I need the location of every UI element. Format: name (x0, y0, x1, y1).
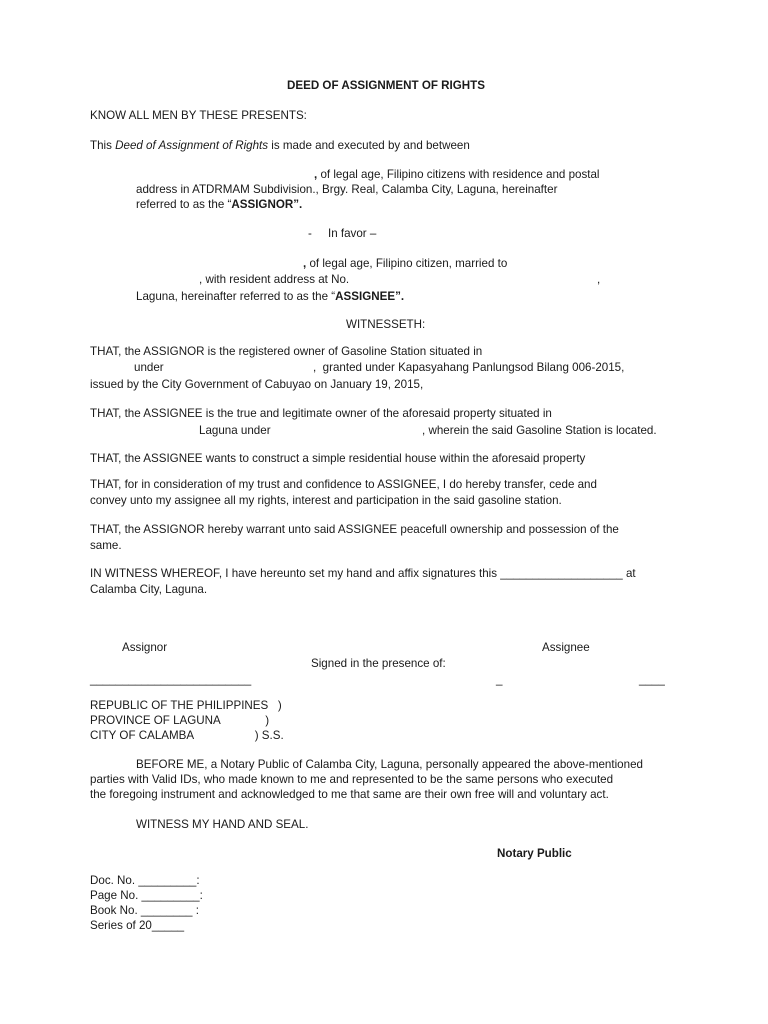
intro-line: KNOW ALL MEN BY THESE PRESENTS: (90, 109, 307, 122)
before-me-line-1: BEFORE ME, a Notary Public of Calamba City, Laguna, personally appeared the above-mentioned (136, 758, 643, 771)
p5-line-2: same. (90, 539, 122, 552)
document-title: DEED OF ASSIGNMENT OF RIGHTS (287, 79, 485, 92)
assignor-comma: , (314, 168, 318, 181)
assignee-line-2: , with resident address at No. (199, 273, 350, 286)
assignor-line-3 (136, 197, 302, 212)
doc-no: Doc. No. _________: (90, 874, 200, 887)
p6-line-1: IN WITNESS WHEREOF, I have hereunto set my hand and affix signatures this ___________________ at (90, 567, 636, 580)
assignee-ref-prefix: Laguna, hereinafter referred to as the “ (136, 290, 336, 303)
assignee-line-1 (303, 256, 507, 271)
p2-line-2a: Laguna under (199, 424, 271, 437)
assignor-label: ASSIGNOR”. (231, 198, 303, 211)
this-prefix: This (90, 139, 116, 152)
this-suffix: is made and executed by and between (268, 139, 470, 152)
venue-republic: REPUBLIC OF THE PHILIPPINES ) (90, 699, 282, 712)
assignee-label: ASSIGNEE”. (335, 290, 405, 303)
in-favor-line: - In favor – (308, 227, 377, 240)
assignee-line-3 (136, 289, 404, 304)
assignee-line-2-comma: , (597, 273, 601, 286)
venue-city: CITY OF CALAMBA ) S.S. (90, 729, 284, 742)
before-me-line-3: the foregoing instrument and acknowledged to me that same are their own free will and voluntary act. (90, 788, 609, 801)
p4-line-1: THAT, for in consideration of my trust and confidence to ASSIGNEE, I do hereby transfer, cede and (90, 478, 597, 491)
witness-signature-line-mid: _ (496, 673, 503, 686)
assignor-signature-label: Assignor (122, 641, 168, 654)
witness-signature-line-right: ____ (639, 673, 665, 686)
deed-name-italic: Deed of Assignment of Rights (115, 139, 269, 152)
witnesseth-heading: WITNESSETH: (346, 318, 426, 331)
p1-line-1: THAT, the ASSIGNOR is the registered owner of Gasoline Station situated in (90, 345, 483, 358)
p2-line-2b: , wherein the said Gasoline Station is located. (422, 424, 657, 437)
signed-presence-label: Signed in the presence of: (311, 657, 446, 670)
before-me-line-2: parties with Valid IDs, who made known to me and represented to be the same persons who executed (90, 773, 614, 786)
witness-signature-line-left: _________________________ (90, 673, 252, 686)
p2-line-1: THAT, the ASSIGNEE is the true and legitimate owner of the aforesaid property situated in (90, 407, 552, 420)
p6-line-2: Calamba City, Laguna. (90, 583, 208, 596)
p1-line-3: issued by the City Government of Cabuyao on January 19, 2015, (90, 378, 424, 391)
book-no: Book No. ________ : (90, 904, 199, 917)
p3-line: THAT, the ASSIGNEE wants to construct a simple residential house within the aforesaid property (90, 452, 586, 465)
assignee-comma: , (303, 257, 307, 270)
assignor-legal-age: of legal age, Filipino citizens with residence and postal (317, 168, 600, 181)
series-of: Series of 20_____ (90, 919, 185, 932)
notary-public-label: Notary Public (497, 847, 572, 860)
assignee-signature-label: Assignee (542, 641, 590, 654)
assignee-legal-age: of legal age, Filipino citizen, married to (306, 257, 508, 270)
p1-line-2a: under (134, 361, 164, 374)
assignor-line-2: address in ATDRMAM Subdivision., Brgy. Real, Calamba City, Laguna, hereinafter (136, 183, 558, 196)
p5-line-1: THAT, the ASSIGNOR hereby warrant unto said ASSIGNEE peacefull ownership and possession of the (90, 523, 619, 536)
p1-line-2b: , granted under Kapasyahang Panlungsod Bilang 006-2015, (313, 361, 625, 374)
page-no: Page No. _________: (90, 889, 203, 902)
assignor-ref-prefix: referred to as the “ (136, 198, 232, 211)
witness-hand-seal: WITNESS MY HAND AND SEAL. (136, 818, 309, 831)
venue-province: PROVINCE OF LAGUNA ) (90, 714, 270, 727)
p4-line-2: convey unto my assignee all my rights, interest and participation in the said gasoline station. (90, 494, 562, 507)
this-deed-line (90, 138, 470, 153)
assignor-line-1 (314, 167, 600, 182)
